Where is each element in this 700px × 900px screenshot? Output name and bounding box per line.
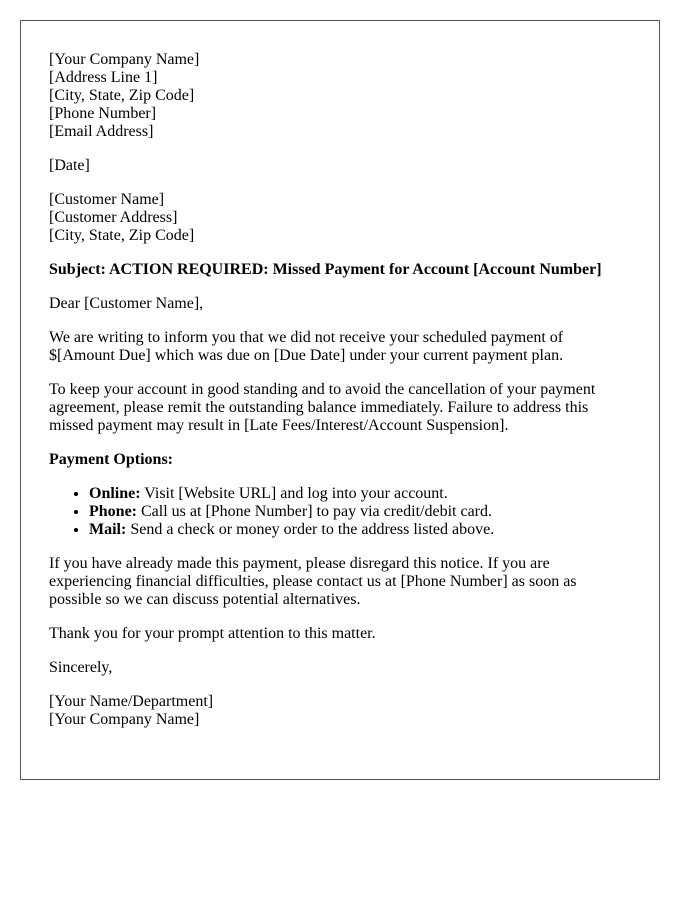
signature-block bbox=[49, 693, 631, 729]
payment-options-list bbox=[49, 485, 631, 539]
sender-phone: [Phone Number] bbox=[49, 105, 157, 122]
sender-company-name: [Your Company Name] bbox=[49, 51, 200, 68]
sender-city-state-zip: [City, State, Zip Code] bbox=[49, 87, 195, 104]
recipient-address: [Customer Address] bbox=[49, 209, 178, 226]
payment-option-label: Phone: bbox=[89, 503, 137, 520]
recipient-city-state-zip: [City, State, Zip Code] bbox=[49, 227, 195, 244]
payment-options-heading: Payment Options: bbox=[49, 451, 173, 468]
payment-option-phone bbox=[89, 503, 631, 521]
recipient-address-block bbox=[49, 191, 631, 245]
payment-option-label: Online: bbox=[89, 485, 141, 502]
sender-address-block bbox=[49, 51, 631, 141]
recipient-name: [Customer Name] bbox=[49, 191, 165, 208]
subject-line: Subject: ACTION REQUIRED: Missed Payment for Account [Account Number] bbox=[49, 261, 602, 278]
disregard-paragraph: If you have already made this payment, please disregard this notice. If you are experiencing financial difficulties, please contact us at [Phone Number] as soon as possible so we can discuss potential alternatives. bbox=[49, 555, 577, 608]
payment-option-online bbox=[89, 485, 631, 503]
letter-page bbox=[20, 20, 660, 780]
salutation: Dear [Customer Name], bbox=[49, 295, 204, 312]
date-block bbox=[49, 157, 631, 175]
payment-option-mail bbox=[89, 521, 631, 539]
standing-paragraph: To keep your account in good standing and to avoid the cancellation of your payment agreement, please remit the outstanding balance immediately. Failure to address this missed payment may result in [Late Fees/Interest/Account Suspension]. bbox=[49, 381, 596, 434]
letter-date: [Date] bbox=[49, 157, 90, 174]
payment-option-text: Call us at [Phone Number] to pay via credit/debit card. bbox=[137, 503, 493, 520]
payment-option-label: Mail: bbox=[89, 521, 127, 538]
signature-name-department: [Your Name/Department] bbox=[49, 693, 214, 710]
payment-option-text: Send a check or money order to the address listed above. bbox=[126, 521, 495, 538]
intro-paragraph: We are writing to inform you that we did not receive your scheduled payment of $[Amount Due] which was due on [Due Date] under your current payment plan. bbox=[49, 329, 564, 364]
thanks-paragraph: Thank you for your prompt attention to this matter. bbox=[49, 625, 376, 642]
closing: Sincerely, bbox=[49, 659, 113, 676]
payment-option-text: Visit [Website URL] and log into your account. bbox=[140, 485, 448, 502]
sender-address-line-1: [Address Line 1] bbox=[49, 69, 158, 86]
sender-email: [Email Address] bbox=[49, 123, 154, 140]
signature-company-name: [Your Company Name] bbox=[49, 711, 200, 728]
